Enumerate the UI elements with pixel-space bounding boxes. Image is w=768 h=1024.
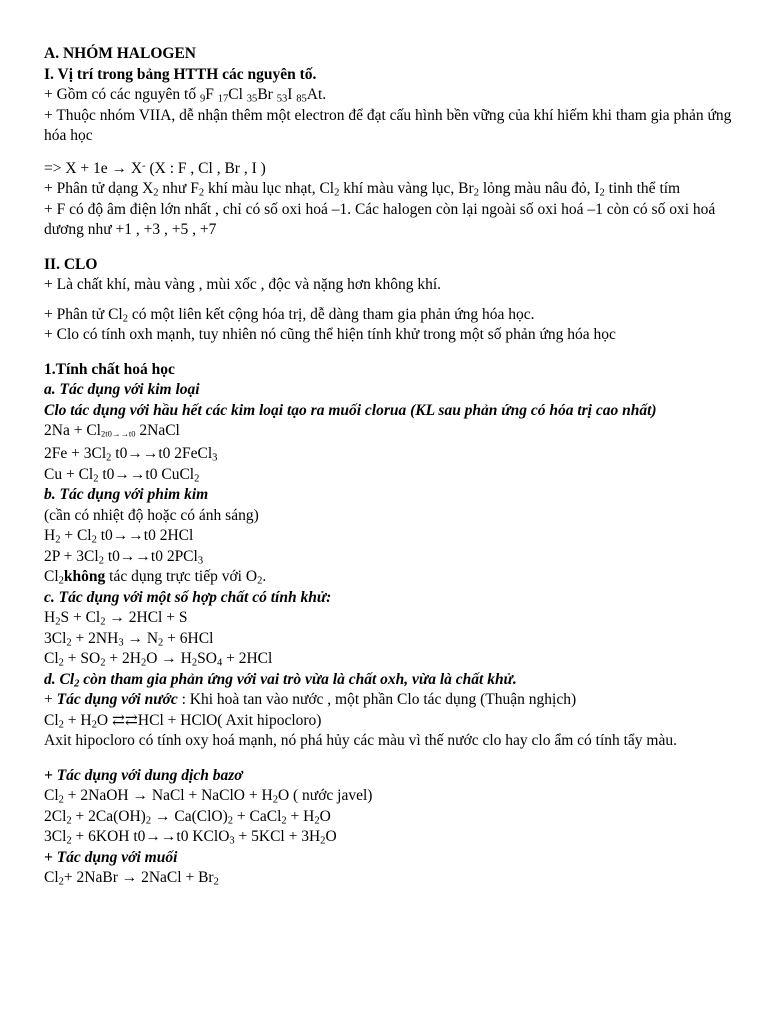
- paragraph-o2-note: $Cl_2không$ tác dụng trực tiếp với $O_2$.: [44, 568, 267, 587]
- paragraph-water: + Tác dụng với nước : Khi hoà tan vào nước , một phần Clo tác dụng (Thuận nghịch): [44, 691, 577, 709]
- section-heading-clo: II. CLO: [44, 255, 98, 273]
- paragraph-oxidation: + F có độ âm điện lớn nhất , chỉ có số oxi hoá –1. Các halogen còn lại ngoài số oxi hoá –1 còn có số oxi hoá dương như +1 , +3 , +5 , +7: [44, 200, 716, 238]
- subheading-dual-role: d. $Cl_2$ còn tham gia phản ứng với vai trò vừa là chất oxh, vừa là chất khử.: [44, 670, 517, 690]
- reaction-fe: $2Fe + 3Cl_2$ t0→→t0 2FeCl$_3$: [44, 445, 218, 464]
- subheading-reducing: c. Tác dụng với một số hợp chất có tính khử:: [44, 588, 332, 606]
- paragraph-molecule: + Phân tử dạng $X_2$ như $F_2$ khí màu lục nhạt, $Cl_2$ khí màu vàng lục, $Br_2$ lỏng màu nâu đỏ, $I_2$ tinh thể tím: [44, 180, 681, 199]
- document-page: [44, 44, 734, 889]
- reaction-na: 2Na + Cl2t0→→t0 2NaCl: [44, 422, 180, 439]
- reaction-p: $2P + 3Cl_2$ t0→→t0 2PCl$_3$: [44, 547, 204, 567]
- subheading-chemical-properties: 1.Tính chất hoá học: [44, 360, 175, 378]
- paragraph-clo-physical: + Là chất khí, màu vàng , mùi xốc , độc và nặng hơn không khí.: [44, 276, 442, 293]
- subheading-nonmetal: b. Tác dụng với phim kim: [44, 486, 209, 504]
- subheading-base: + Tác dụng với dung dịch bazơ: [44, 766, 243, 784]
- equation-ion: => X + 1e → X- (X : F , Cl , Br , I ): [44, 159, 266, 177]
- section-heading-a: A. NHÓM HALOGEN: [44, 45, 196, 62]
- reaction-cu: $Cu + Cl_2$ t0→→t0 CuCl$_2$: [44, 465, 200, 485]
- subheading-metal: a. Tác dụng với kim loại: [44, 381, 200, 398]
- subheading-position: I. Vị trí trong bảng HTTH các nguyên tố.: [44, 65, 317, 83]
- reaction-nabr: $Cl_2+$ 2NaBr → 2NaCl + $Br_2$: [44, 869, 219, 888]
- reaction-naoh: $Cl_2$ + 2NaOH → NaCl + NaClO + $H_2O$ ( nước javel): [44, 787, 373, 806]
- reaction-water: $Cl_2 + H_2O$ ⇄⇄HCl + HClO( Axit hipocloro): [44, 711, 322, 731]
- reaction-nh3: $3Cl_2 + 2NH_3 \to N_2 + 6HCl$: [44, 629, 214, 649]
- subheading-salt: + Tác dụng với muối: [44, 848, 178, 866]
- paragraph-nonmetal-note: (cần có nhiệt độ hoặc có ánh sáng): [44, 506, 259, 524]
- paragraph-hclo-note: Axit hipocloro có tính oxy hoá mạnh, nó phá hủy các màu vì thế nước clo hay clo ẩm có tính tẩy màu.: [44, 732, 677, 750]
- paragraph-clo-bond: + Phân tử $Cl_2$ có một liên kết cộng hóa trị, dễ dàng tham gia phản ứng hóa học.: [44, 305, 535, 325]
- paragraph-metal-note: Clo tác dụng với hầu hết các kim loại tạo ra muối clorua (KL sau phản ứng có hóa trị cao nhất): [44, 401, 657, 419]
- reaction-h2s: $H_2S + Cl_2 \to 2HCl + S$: [44, 609, 188, 628]
- reaction-h2: $H_2 + Cl_2$ t0→→t0 2HCl: [44, 527, 194, 546]
- reaction-koh: $3Cl_2 + 6KOH$ t0→→t0 KClO$_3$ + $5KCl + 3H_2O$: [44, 828, 337, 847]
- reaction-caoh: $2Cl_2 + 2Ca(OH)_2 \to Ca(ClO)_2$ + CaCl$_2$ + $H_2O$: [44, 807, 331, 827]
- paragraph-elements: + Gồm có các nguyên tố $_9$F $_{17}$Cl $_{35}$Br $_{53}$I $_{85}$At.: [44, 86, 327, 105]
- paragraph-group: + Thuộc nhóm VIIA, dễ nhận thêm một electron để đạt cấu hình bền vững của khí hiếm khi tham gia phản ứng hóa học: [44, 106, 732, 144]
- paragraph-clo-redox: + Clo có tính oxh mạnh, tuy nhiên nó cũng thể hiện tính khử trong một số phản ứng hóa học: [44, 326, 616, 343]
- reaction-so2: $Cl_2 + SO_2 + 2H_2O \to H_2SO_4 + 2HCl$: [44, 650, 273, 669]
